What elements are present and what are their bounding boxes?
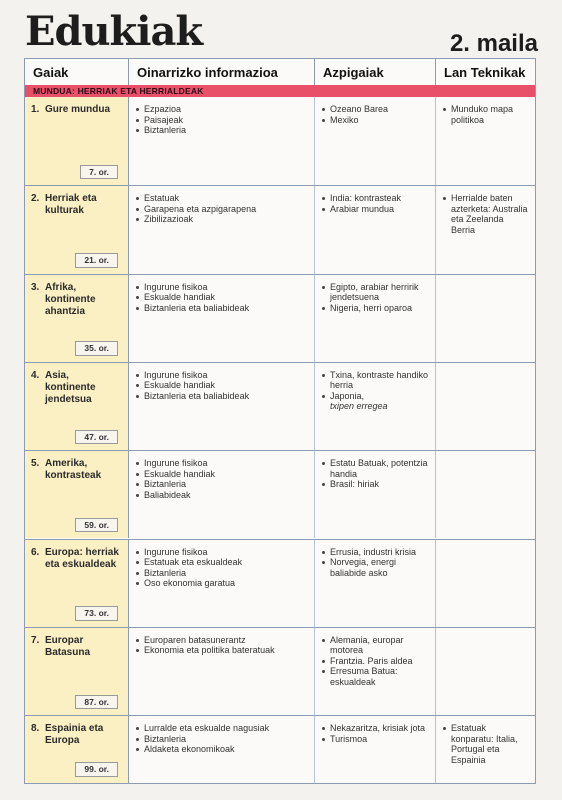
basic-info-list <box>135 370 308 402</box>
subtopics-cell <box>315 451 436 538</box>
subtopics-cell <box>315 97 436 185</box>
subtopics-cell <box>315 540 436 627</box>
column-header-topics: Gaiak <box>25 59 129 85</box>
list-item: Herrialde baten azterketa: Australia eta Zeelanda Berria <box>442 193 529 235</box>
list-item: Ingurune fisikoa <box>135 370 308 381</box>
page-reference: 35. or. <box>75 341 118 356</box>
list-item: Brasil: hiriak <box>321 479 429 490</box>
subtopics-list <box>321 723 429 744</box>
basic-info-list <box>135 635 308 656</box>
topic-number: 4. <box>31 369 40 381</box>
basic-info-list <box>135 193 308 225</box>
list-item: Frantzia. Paris aldea <box>321 656 429 667</box>
topic-name: Gure mundua <box>45 104 111 115</box>
topic-cell <box>25 186 129 273</box>
topic-name: Europar Batasuna <box>45 634 91 658</box>
list-item: Estatuak konparatu: Italia, Portugal eta Espainia <box>442 723 529 765</box>
list-item: Errusia, industri krisia <box>321 547 429 558</box>
table-row <box>25 362 535 450</box>
topic-cell <box>25 275 129 362</box>
grade-label: 2. maila <box>449 30 538 57</box>
topic-cell <box>25 97 129 185</box>
list-item: Biztanleria <box>135 734 308 745</box>
list-item: Oso ekonomia garatua <box>135 578 308 589</box>
list-item: Eskualde handiak <box>135 469 308 480</box>
topic-number: 7. <box>31 634 40 646</box>
basic-info-cell <box>129 540 315 627</box>
list-item: Ingurune fisikoa <box>135 282 308 293</box>
list-item: Txina, kontraste handiko herria <box>321 370 429 391</box>
topic-cell <box>25 716 129 783</box>
list-item: Ingurune fisikoa <box>135 547 308 558</box>
topic-title <box>31 723 122 747</box>
page-reference: 87. or. <box>75 695 118 710</box>
list-item: Arabiar mundua <box>321 204 429 215</box>
basic-info-cell <box>129 716 315 783</box>
table-row <box>25 185 535 273</box>
brand-title: Edukiak <box>25 8 203 55</box>
list-item: Ezpazioa <box>135 104 308 115</box>
techniques-list <box>442 723 529 765</box>
table-row <box>25 450 535 538</box>
subtopics-list <box>321 458 429 490</box>
topic-cell <box>25 451 129 538</box>
topic-number: 5. <box>31 458 40 470</box>
list-item: Aldaketa ekonomikoak <box>135 744 308 755</box>
list-item: Europaren batasunerantz <box>135 635 308 646</box>
list-item: Egipto, arabiar herririk jendetsuena <box>321 282 429 303</box>
list-item: Erresuma Batua: eskualdeak <box>321 666 429 687</box>
page-reference: 7. or. <box>80 165 118 180</box>
page-reference: 73. or. <box>75 606 118 621</box>
column-header-subtopics: Azpigaiak <box>315 59 436 85</box>
list-item: Biztanleria eta baliabideak <box>135 391 308 402</box>
list-item: Ozeano Barea <box>321 104 429 115</box>
list-item: Mexiko <box>321 115 429 126</box>
topic-name: Asia, kontinente jendetsua <box>45 369 96 405</box>
list-item: txipen erregea <box>330 401 388 412</box>
techniques-cell <box>436 451 535 538</box>
topic-number: 8. <box>31 723 40 735</box>
list-item: Garapena eta azpigarapena <box>135 204 308 215</box>
topic-name: Amerika, kontrasteak <box>45 458 102 482</box>
subtopics-list <box>321 104 429 125</box>
topic-title <box>31 547 122 571</box>
topic-title <box>31 458 122 482</box>
techniques-cell <box>436 716 535 783</box>
basic-info-cell <box>129 363 315 450</box>
basic-info-list <box>135 547 308 589</box>
techniques-cell <box>436 97 535 185</box>
list-item: Estatu Batuak, potentzia handia <box>321 458 429 479</box>
topic-number: 2. <box>31 193 40 205</box>
list-item: Eskualde handiak <box>135 292 308 303</box>
table-row <box>25 539 535 627</box>
basic-info-cell <box>129 97 315 185</box>
page-reference: 59. or. <box>75 518 118 533</box>
table-row <box>25 627 535 715</box>
topic-title <box>31 104 122 116</box>
topic-cell <box>25 540 129 627</box>
topic-cell <box>25 628 129 715</box>
list-item: Nigeria, herri oparoa <box>321 303 429 314</box>
topic-title <box>31 282 122 318</box>
list-item: Estatuak <box>135 193 308 204</box>
subtopics-cell <box>315 628 436 715</box>
subtopics-list <box>321 547 429 579</box>
topic-title <box>31 193 122 217</box>
topic-name: Espainia eta Europa <box>45 723 104 747</box>
topic-name: Afrika, kontinente ahantzia <box>45 281 96 317</box>
techniques-list <box>442 193 529 235</box>
topic-title <box>31 370 122 406</box>
subtopics-list <box>321 193 429 214</box>
subtopics-list <box>321 282 429 314</box>
page-reference: 99. or. <box>75 762 118 777</box>
topic-cell <box>25 363 129 450</box>
list-item: Alemania, europar motorea <box>321 635 429 656</box>
list-item: India: kontrasteak <box>321 193 429 204</box>
list-item: Zibilizazioak <box>135 214 308 225</box>
list-item: Lurralde eta eskualde nagusiak <box>135 723 308 734</box>
basic-info-cell <box>129 275 315 362</box>
topic-name: Herriak eta kulturak <box>45 193 97 217</box>
techniques-cell <box>436 275 535 362</box>
list-item: Ingurune fisikoa <box>135 458 308 469</box>
list-item: Baliabideak <box>135 490 308 501</box>
table-row <box>25 97 535 185</box>
list-item: Estatuak eta eskualdeak <box>135 557 308 568</box>
section-title: MUNDUA: HERRIAK ETA HERRIALDEAK <box>25 85 535 97</box>
basic-info-cell <box>129 628 315 715</box>
subtopics-list <box>321 635 429 688</box>
table-row <box>25 274 535 362</box>
page-header <box>0 0 562 58</box>
list-item: Ekonomia eta politika bateratuak <box>135 645 308 656</box>
column-header-basic-info: Oinarrizko informazioa <box>129 59 315 85</box>
topic-title <box>31 635 122 659</box>
list-item: Norvegia, energi baliabide asko <box>321 557 429 578</box>
topic-number: 3. <box>31 281 40 293</box>
list-item: Eskualde handiak <box>135 380 308 391</box>
subtopics-list <box>321 370 429 412</box>
subtopics-cell <box>315 186 436 273</box>
contents-table <box>24 58 536 784</box>
basic-info-list <box>135 458 308 500</box>
list-item: Biztanleria <box>135 568 308 579</box>
list-item: Nekazaritza, krisiak jota <box>321 723 429 734</box>
topic-number: 1. <box>31 104 40 115</box>
basic-info-list <box>135 282 308 314</box>
basic-info-list <box>135 104 308 136</box>
basic-info-list <box>135 723 308 755</box>
table-row <box>25 715 535 783</box>
techniques-cell <box>436 628 535 715</box>
subtopics-cell <box>315 716 436 783</box>
list-item: Biztanleria <box>135 125 308 136</box>
techniques-cell <box>436 540 535 627</box>
topic-number: 6. <box>31 546 40 558</box>
list-item: Munduko mapa politikoa <box>442 104 529 125</box>
list-item: Biztanleria eta baliabideak <box>135 303 308 314</box>
page-reference: 21. or. <box>75 253 118 268</box>
techniques-cell <box>436 186 535 273</box>
page-reference: 47. or. <box>75 430 118 445</box>
list-item: Turismoa <box>321 734 429 745</box>
subtopics-cell <box>315 275 436 362</box>
basic-info-cell <box>129 451 315 538</box>
topic-name: Europa: herriak eta eskualdeak <box>45 546 119 570</box>
techniques-cell <box>436 363 535 450</box>
list-item: Paisajeak <box>135 115 308 126</box>
list-item: Japonia, <box>321 391 429 402</box>
techniques-list <box>442 104 529 125</box>
basic-info-cell <box>129 186 315 273</box>
list-item: Biztanleria <box>135 479 308 490</box>
subtopics-cell <box>315 363 436 450</box>
column-header-techniques: Lan Teknikak <box>444 64 526 80</box>
